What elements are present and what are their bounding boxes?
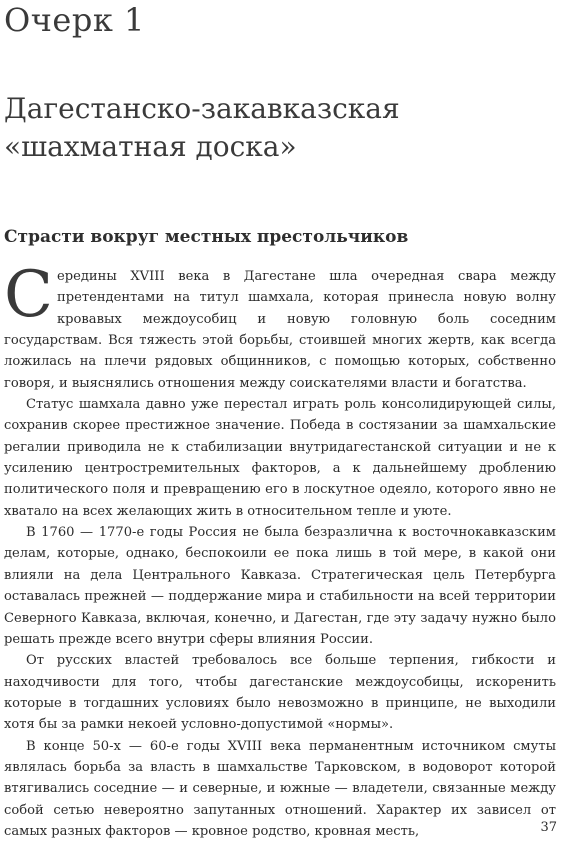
section-heading: Страсти вокруг местных престольчиков	[4, 227, 409, 247]
essay-title-line2: «шахматная доска»	[4, 130, 297, 163]
paragraph: В конце 50-х — 60-е годы XVIII века перманентным источником смуты являлась борьба за власть в шамхальстве Тарковском, в водоворот которой втягивались соседние — и северные, и южные — владетели, связанные между собой сетью невероятно запутанных отношений. Характер их зависел от самых разных факторов — кровное родство, кровная месть,	[4, 738, 556, 839]
chapter-title: Очерк 1	[4, 1, 145, 39]
paragraph: От русских властей требовалось все больше терпения, гибкости и находчивости для того, чтобы дагестанские междоусобицы, искоренить которые в тогдашних условиях было невозможно в принципе, не выходили хотя бы за рамки некоей условно-допустимой «нормы».	[4, 653, 556, 733]
essay-title-line1: Дагестанско-закавказская	[4, 92, 400, 125]
paragraph: Статус шамхала давно уже перестал играть роль консолидирующей силы, сохранив скорее престижное значение. Победа в состязании за шамхальские регалии приводила не к стабилизации внутридагестанской ситуации и не к усилению центростремительных факторов, а к дальнейшему дроблению политического поля и превращению его в лоскутное одеяло, которого явно не хватало на всех желающих жить в относительном тепле и уюте.	[4, 397, 556, 519]
page-number: 37	[540, 820, 557, 835]
drop-cap: С	[4, 258, 53, 332]
paragraph: В 1760 — 1770-е годы Россия не была безразлична к восточнокавказским делам, которые, однако, беспокоили ее пока лишь в той мере, в какой они влияли на дела Центрального Кавказа. Стратегическая цель Петербурга оставалась прежней — поддержание мира и стабильности на всей территории Северного Кавказа, включая, конечно, и Дагестан, где эту задачу нужно было решать прежде всего внутри сферы влияния России.	[4, 525, 556, 647]
paragraph	[4, 258, 556, 394]
paragraph-text: ередины XVIII века в Дагестане шла очередная свара между претендентами на титул шамхала, которая принесла новую волну кровавых междоусобиц и новую головную боль соседним государствам. Вся тяжесть этой борьбы, стоившей многих жертв, как всегда ложилась на плечи рядовых общинников, с помощью которых, собственно говоря, и выяснялись отношения между соискателями власти и богатства.	[4, 269, 556, 391]
essay-title	[4, 90, 524, 166]
body-text	[4, 258, 556, 842]
